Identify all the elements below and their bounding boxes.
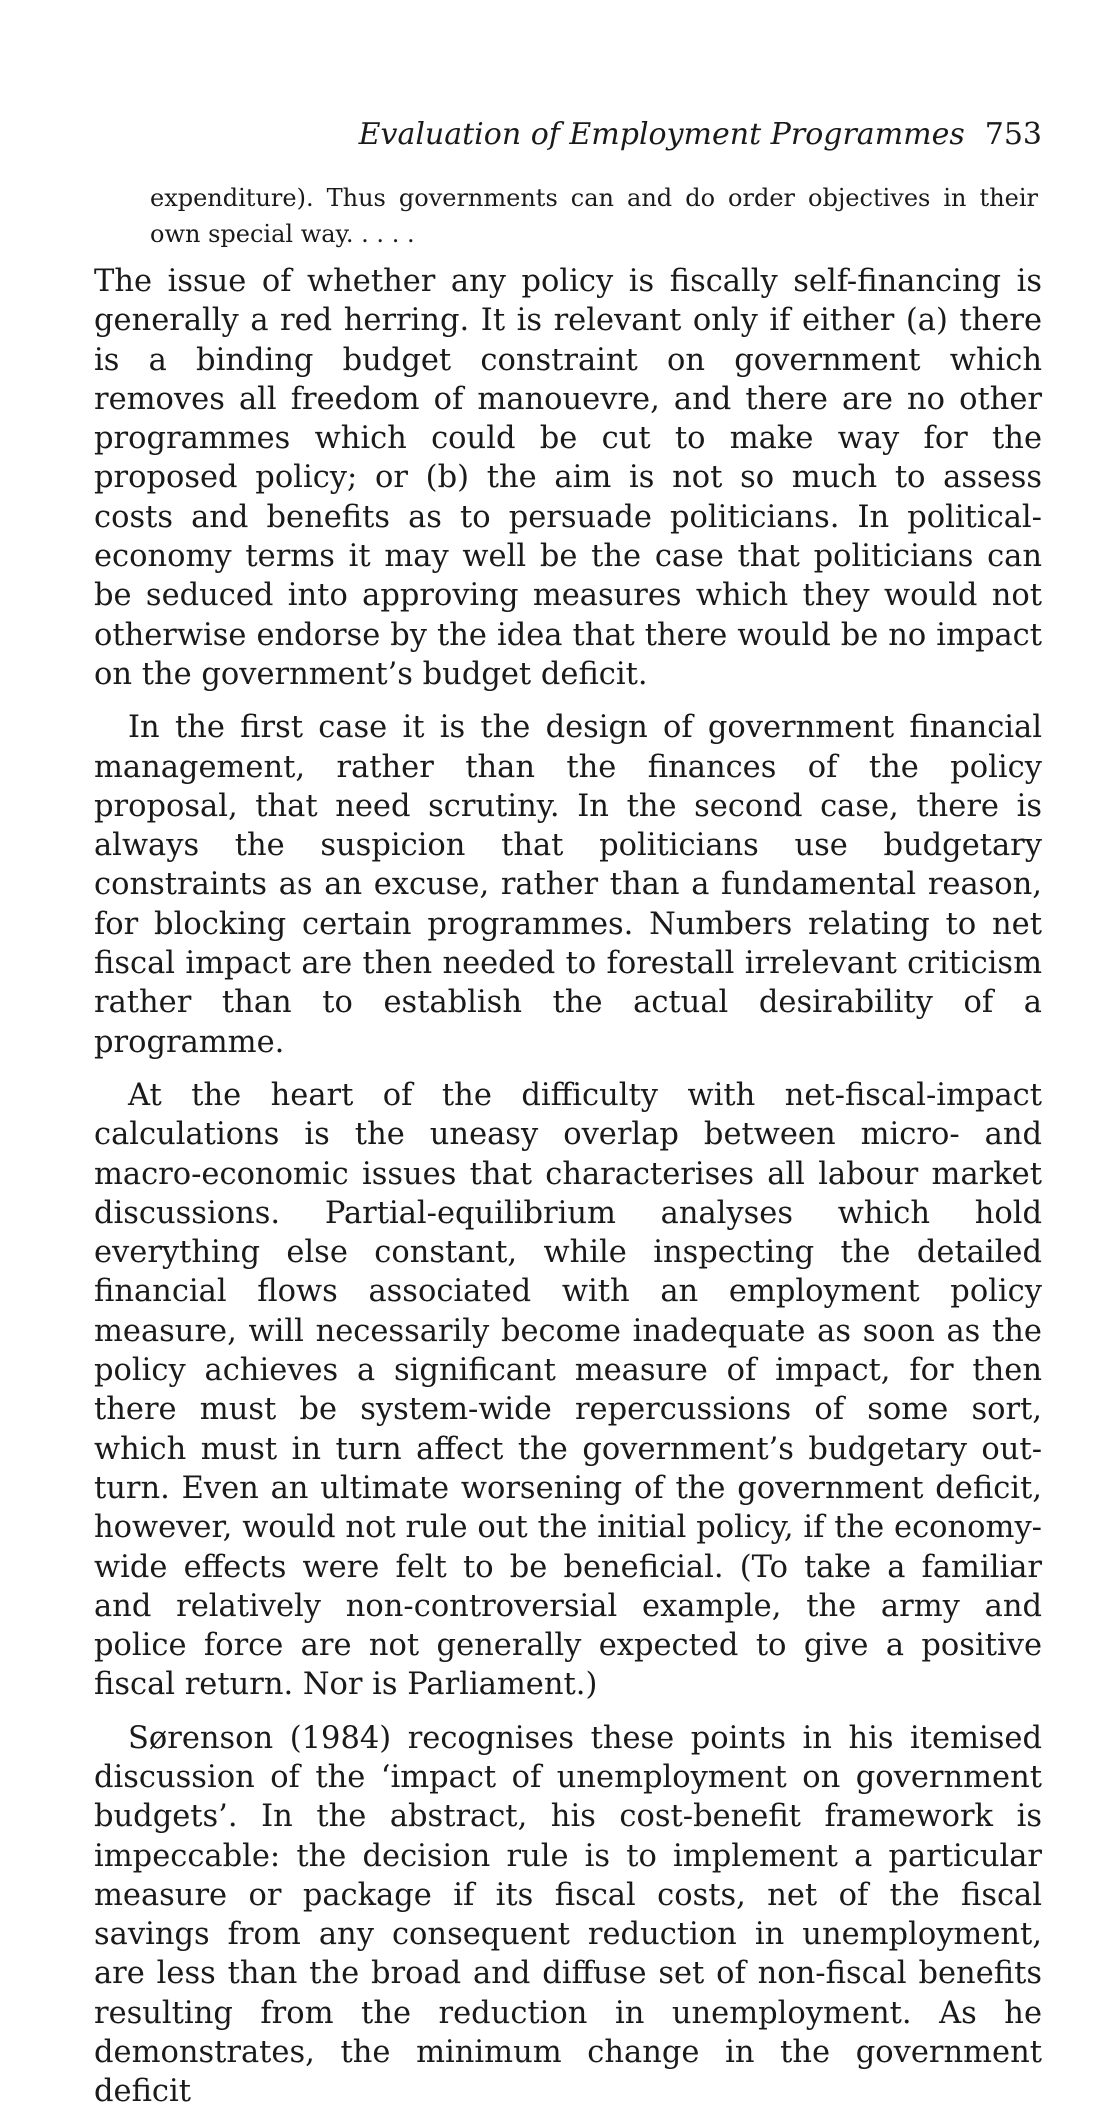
paragraph-financial-management: In the first case it is the design of government financial management, rather than the finances of the policy proposal, that need scrutiny. In the second case, there is always the suspicion that politicians use budgetary constraints as an excuse, rather than a fundamental reason, for blocking certain programmes. Numbers relating to net fiscal impact are then needed to forestall irrelevant criticism rather than to establish the actual desirability of a programme.: [94, 710, 1042, 1060]
chapter-title: Evaluation of Employment Programmes: [358, 117, 965, 152]
paragraph-sorenson: Sørenson (1984) recognises these points in his itemised discussion of the ‘impact of unemployment on government budgets’. In the abstract, his cost-benefit framework is impeccable: the decision rule is to implement a particular measure or package if its fiscal costs, net of the fiscal savings from any consequent reduction in unemployment, are less than the broad and diffuse set of non-fiscal benefits resulting from the reduction in unemployment. As he demonstrates, the minimum change in the government deficit: [94, 1720, 1042, 2110]
paragraph-fiscal-self-financing: The issue of whether any policy is fiscally self-financing is generally a red herring. It is relevant only if either (a) there is a binding budget constraint on government which removes all freedom of manouevre, and there are no other programmes which could be cut to make way for the proposed policy; or (b) the aim is not so much to assess costs and benefits as to persuade politicians. In political-economy terms it may well be the case that politicians can be seduced into approving measures which they would not otherwise endorse by the idea that there would be no impact on the government’s budget deficit.: [94, 264, 1042, 692]
paragraph-micro-macro-overlap: At the heart of the difficulty with net-fiscal-impact calculations is the uneasy overlap between micro- and macro-economic issues that characterises all labour market discussions. Partial-equilibrium analyses which hold everything else constant, while inspecting the detailed financial flows associated with an employment policy measure, will necessarily become inadequate as soon as the policy achieves a significant measure of impact, for then there must be system-wide repercussions of some sort, which must in turn affect the government’s budgetary out-turn. Even an ultimate worsening of the government deficit, however, would not rule out the initial policy, if the economy-wide effects were felt to be beneficial. (To take a familiar and relatively non-controversial example, the army and police force are not generally expected to give a positive fiscal return. Nor is Parliament.): [94, 1077, 1042, 1703]
body-text: [94, 262, 1042, 2126]
page-number: 753: [984, 117, 1042, 152]
running-head: [94, 116, 1042, 154]
block-quote-continuation: expenditure). Thus governments can and do order objectives in their own special way. . . . .: [150, 184, 1038, 248]
